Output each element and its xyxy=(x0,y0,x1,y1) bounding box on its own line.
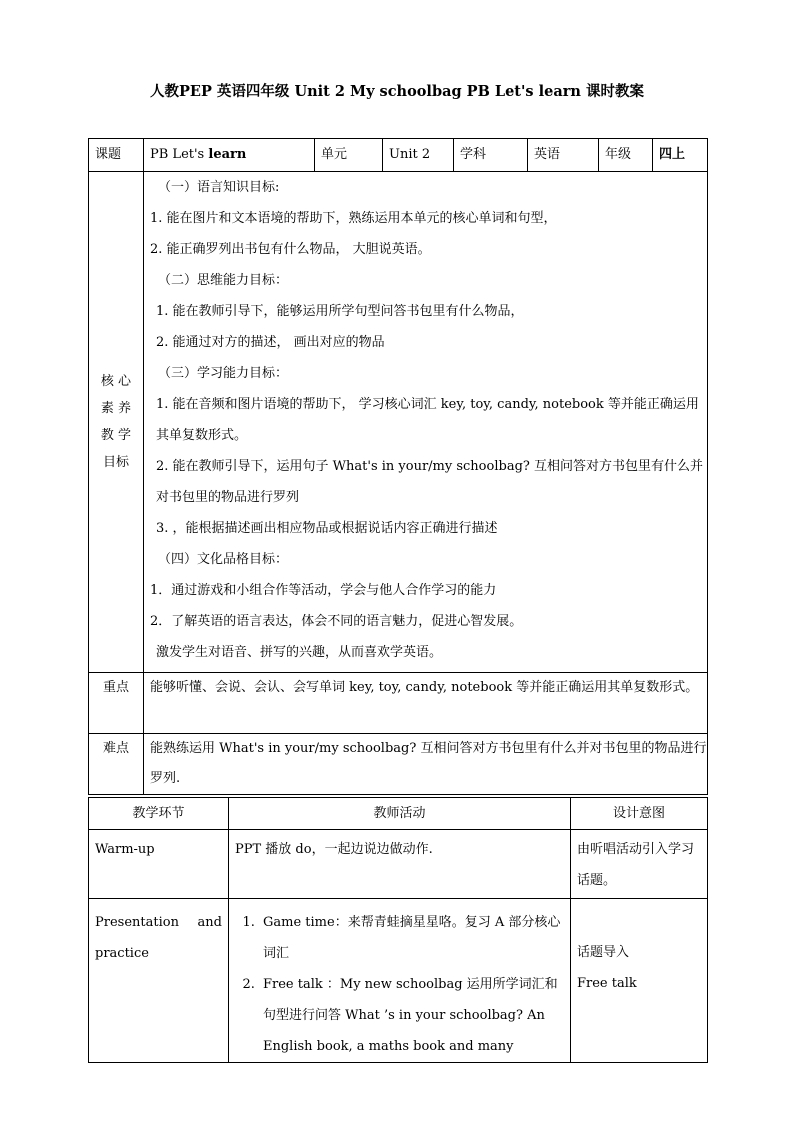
goal-item: 激发学生对语音、拼写的兴趣，从而喜欢学英语。 xyxy=(156,645,443,660)
intent-header: 设计意图 xyxy=(571,798,708,830)
goal-heading: （一）语言知识目标: xyxy=(158,180,280,195)
key-point-label: 重点 xyxy=(89,673,144,734)
core-goals-label-line: 教 学 xyxy=(100,428,132,443)
document-title: 人教PEP 英语四年级 Unit 2 My schoolbag PB Let's learn 课时教案 xyxy=(150,83,644,100)
core-goals-label-line: 核 心 xyxy=(100,374,132,389)
course-value: PB Let's learn xyxy=(144,139,315,172)
activity-warmup: PPT 播放 do，一起边说边做动作. xyxy=(229,830,571,899)
process-table xyxy=(88,797,708,1063)
intent-line: 话题导入 xyxy=(577,945,630,960)
activity-step: 2. Free talk ：My new schoolbag 运用所学词汇和句型进行问答 What ’s in your schoolbag? An English book, a maths book and many xyxy=(259,969,566,1062)
goal-item: 2. 能通过对方的描述， 画出对应的物品 xyxy=(156,335,385,350)
grade-label: 年级 xyxy=(599,139,653,172)
difficulty-text: 能熟练运用 What's in your/my schoolbag? 互相问答对方书包里有什么并对书包里的物品进行罗列. xyxy=(144,734,708,795)
course-value-bold: learn xyxy=(208,147,247,162)
unit-value: Unit 2 xyxy=(383,139,454,172)
goal-item: 2. 能在教师引导下，运用句子 What's in your/my schoolbag? 互相问答对方书包里有什么并对书包里的物品进行罗列 xyxy=(156,459,703,505)
difficulty-label: 难点 xyxy=(89,734,144,795)
process-header-row xyxy=(89,798,708,830)
core-goals-label-line: 素 养 xyxy=(100,401,132,416)
intent-line: Free talk xyxy=(577,976,637,991)
goal-heading: （四）文化品格目标： xyxy=(158,552,289,567)
grade-value: 四上 xyxy=(653,139,708,172)
unit-label: 单元 xyxy=(315,139,383,172)
stage-presentation-text: Presentation and practice xyxy=(95,915,222,961)
key-point-text: 能够听懂、会说、会认、会写单词 key, toy, candy, notebook 等并能正确运用其单复数形式。 xyxy=(144,673,708,734)
header-row xyxy=(89,139,708,172)
goal-item: 2. 能正确罗列出书包有什么物品， 大胆说英语。 xyxy=(150,242,431,257)
course-label: 课题 xyxy=(89,139,144,172)
core-goals-row xyxy=(89,172,708,673)
intent-presentation xyxy=(571,899,708,1063)
subject-label: 学科 xyxy=(454,139,528,172)
activity-steps xyxy=(233,907,566,1062)
intent-warmup: 由听唱活动引入学习话题。 xyxy=(571,830,708,899)
key-point-row xyxy=(89,673,708,734)
subject-value: 英语 xyxy=(528,139,599,172)
activity-header: 教师活动 xyxy=(229,798,571,830)
core-goals-content xyxy=(144,172,708,673)
goal-heading: （二）思维能力目标： xyxy=(158,273,289,288)
goal-item: 1. 能在音频和图片语境的帮助下， 学习核心词汇 key, toy, candy, notebook 等并能正确运用其单复数形式。 xyxy=(156,397,699,443)
lesson-info-table xyxy=(88,138,708,795)
goal-heading: （三）学习能力目标： xyxy=(158,366,289,381)
process-row-presentation xyxy=(89,899,708,1063)
activity-presentation xyxy=(229,899,571,1063)
core-goals-label-line: 目标 xyxy=(102,455,129,470)
stage-warmup: Warm-up xyxy=(89,830,229,899)
core-goals-label xyxy=(89,172,144,673)
goal-item: 3. ，能根据描述画出相应物品或根据说话内容正确进行描述 xyxy=(156,521,498,536)
goal-item: 1. 能在教师引导下，能够运用所学句型问答书包里有什么物品， xyxy=(156,304,524,319)
difficulty-row xyxy=(89,734,708,795)
process-row-warmup xyxy=(89,830,708,899)
goal-item: 1. 能在图片和文本语境的帮助下，熟练运用本单元的核心单词和句型， xyxy=(150,211,557,226)
stage-presentation xyxy=(89,899,229,1063)
stage-header: 教学环节 xyxy=(89,798,229,830)
goal-item: 2．了解英语的语言表达，体会不同的语言魅力，促进心智发展。 xyxy=(150,614,523,629)
activity-step: 1. Game time：来帮青蛙摘星星咯。复习 A 部分核心词汇 xyxy=(259,907,566,969)
goal-item: 1．通过游戏和小组合作等活动，学会与他人合作学习的能力 xyxy=(150,583,497,598)
